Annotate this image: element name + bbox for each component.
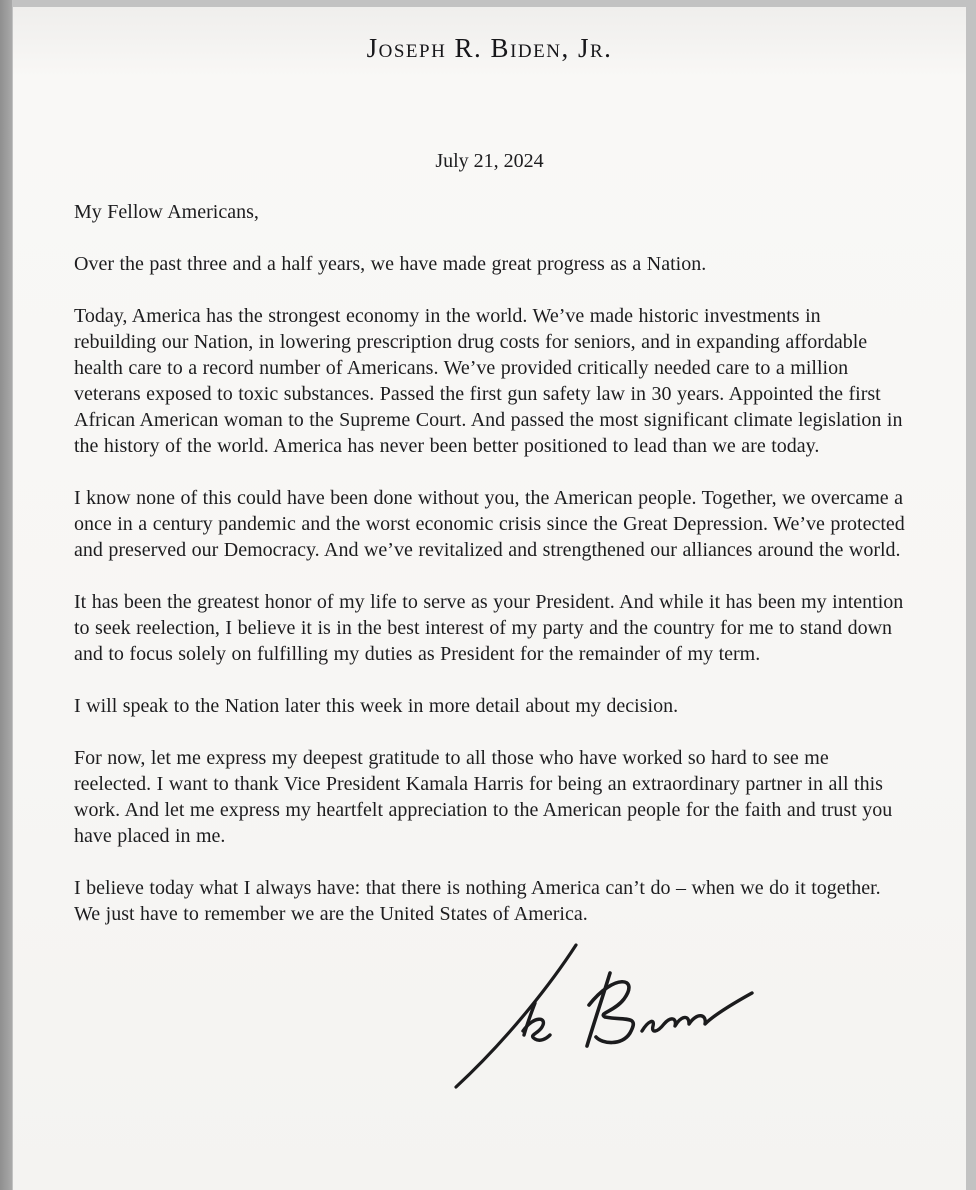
salutation: My Fellow Americans,	[74, 201, 259, 223]
paragraph: I know none of this could have been done without you, the American people. Together, we overcame a once in a century pandemic and the worst economic crisis since the Great Depression. We’ve protected and preserved our Democracy. And we’ve revitalized and strengthened our alliances around the world.	[74, 487, 905, 561]
joe-biden-signature-icon	[426, 931, 756, 1096]
paragraph: It has been the greatest honor of my life to serve as your President. And while it has been my intention to seek reelection, I believe it is in the best interest of my party and the country for me to stand down and to focus solely on fulfilling my duties as President for the remainder of my term.	[74, 591, 904, 665]
paragraph: I believe today what I always have: that there is nothing America can’t do – when we do it together. We just have to remember we are the United States of America.	[74, 877, 881, 925]
paragraph: Over the past three and a half years, we have made great progress as a Nation.	[74, 253, 707, 275]
signature	[426, 931, 756, 1096]
paragraph: I will speak to the Nation later this week in more detail about my decision.	[74, 695, 679, 717]
paragraph: For now, let me express my deepest gratitude to all those who have worked so hard to see me reelected. I want to thank Vice President Kamala Harris for being an extraordinary partner in all this work. And let me express my heartfelt appreciation to the American people for the faith and trust you have placed in me.	[74, 747, 893, 847]
letterhead-name: Joseph R. Biden, Jr.	[366, 33, 613, 63]
paragraph: Today, America has the strongest economy in the world. We’ve made historic investments in rebuilding our Nation, in lowering prescription drug costs for seniors, and in expanding affordable health care to a record number of Americans. We’ve provided critically needed care to a million veterans exposed to toxic substances. Passed the first gun safety law in 30 years. Appointed the first African American woman to the Supreme Court. And passed the most significant climate legislation in the history of the world. America has never been better positioned to lead than we are today.	[74, 305, 903, 457]
letter-body	[74, 251, 905, 927]
letter-date: July 21, 2024	[435, 150, 544, 172]
letter-page	[13, 7, 966, 1190]
